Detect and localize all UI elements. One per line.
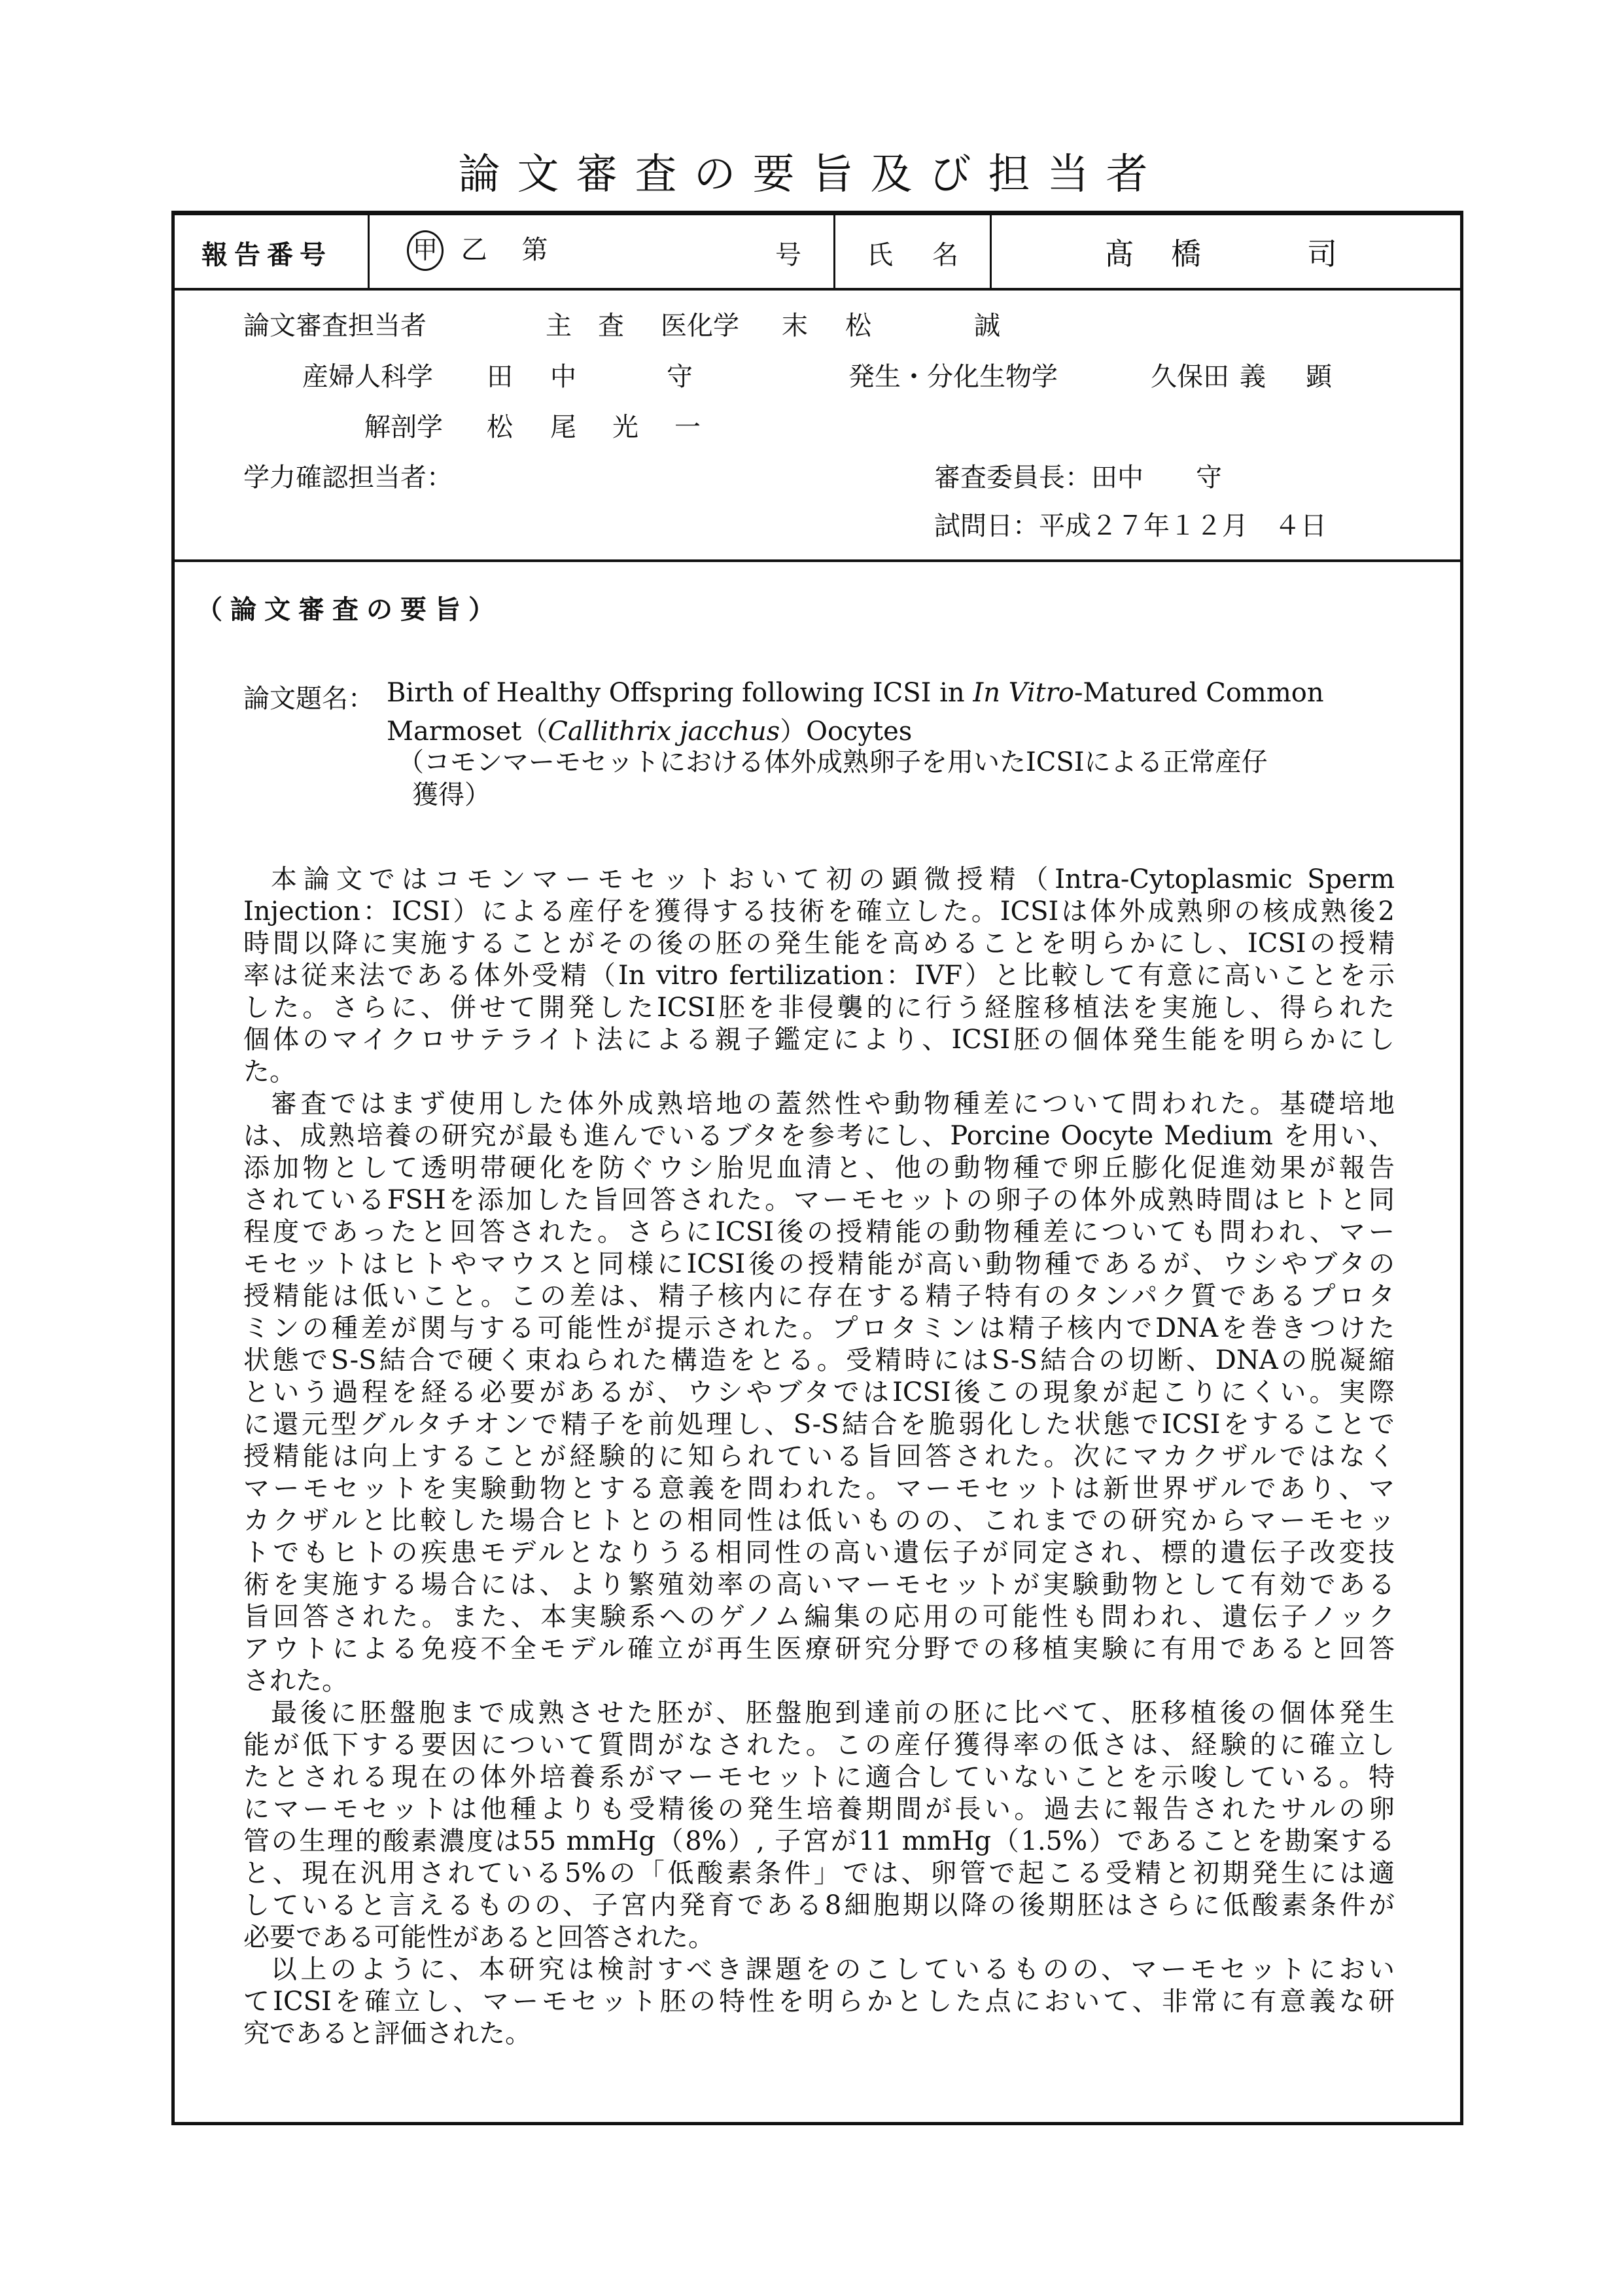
name-3: 司	[1307, 236, 1337, 272]
summary-paragraph-line: された。	[243, 1666, 348, 1696]
examiner-name: 松	[487, 412, 513, 442]
page-title: 論文審査の要旨及び担当者	[458, 150, 1165, 199]
summary-paragraph-line: 管の生理的酸素濃度は55 mmHg（8%）, 子宮が11 mmHg（1.5%）であることを勘案する	[243, 1826, 1395, 1856]
summary-heading: （論文審査の要旨）	[196, 594, 502, 625]
summary-paragraph-line: 添加物として透明帯硬化を防ぐウシ胎児血清と、他の動物種で卵丘膨化促進効果が報告	[243, 1153, 1395, 1183]
summary-paragraph-line: 授精能は低いこと。この差は、精子核内に存在する精子特有のタンパク質であるプロタ	[243, 1281, 1395, 1311]
chief-dept: 医化学	[661, 311, 739, 341]
examiner-name: 尾	[550, 412, 576, 442]
summary-paragraph-line: 最後に胚盤胞まで成熟させた胚が、胚盤胞到達前の胚に比べて、胚移植後の個体発生	[271, 1698, 1395, 1728]
column-divider	[368, 211, 370, 289]
examiner-name: 光	[612, 412, 638, 442]
exam-date: 試問日：平成２７年１２月 ４日	[934, 511, 1327, 541]
examiner-name: 顕	[1306, 362, 1332, 392]
summary-paragraph-line: していると言えるものの、子宮内発育である8細胞期以降の後期胚はさらに低酸素条件が	[243, 1890, 1395, 1920]
summary-paragraph-line: 能が低下する要因について質問がなされた。この産仔獲得率の低さは、経験的に確立し	[243, 1730, 1395, 1760]
examiner-name: 守	[667, 362, 693, 392]
examiner-name: 義	[1240, 362, 1266, 392]
paper-title-ja-line2: 獲得）	[412, 780, 491, 810]
summary-paragraph-line: マーモセットを実験動物とする意義を問われた。マーモセットは新世界ザルであり、マ	[243, 1474, 1395, 1504]
summary-paragraph-line: 本論文ではコモンマーモセットおいて初の顕微授精（Intra-Cytoplasmic Sperm	[271, 864, 1395, 894]
summary-paragraph-line: た。	[243, 1057, 296, 1087]
examiner-name: 田	[487, 362, 513, 392]
summary-paragraph-line: Injection：ICSI）による産仔を獲得する技術を確立した。ICSIは体外成熟卵の核成熟後2	[243, 896, 1395, 927]
summary-paragraph-line: 授精能は向上することが経験的に知られている旨回答された。次にマカクザルではなく	[243, 1441, 1395, 1472]
summary-paragraph-line: 術を実施する場合には、より繁殖効率の高いマーモセットが実験動物として有効である	[243, 1570, 1395, 1600]
summary-paragraph-line: 必要である可能性があると回答された。	[243, 1922, 714, 1952]
examiner-dept: 解剖学	[364, 412, 443, 442]
chief-name: 誠	[974, 311, 1000, 341]
summary-paragraph-line: カクザルと比較した場合ヒトとの相同性は低いものの、これまでの研究からマーモセッ	[243, 1506, 1395, 1536]
academic-examiner-label: 学力確認担当者：	[243, 463, 453, 493]
report-type	[407, 229, 548, 271]
summary-paragraph-line: 究であると評価された。	[243, 2019, 531, 2049]
summary-paragraph-line: に還元型グルタチオンで精子を前処理し、S-S結合を脆弱化した状態でICSIをすることで	[243, 1409, 1395, 1439]
header-divider	[171, 288, 1463, 291]
paper-title-en-line2: Marmoset（Callithrix jacchus）Oocytes	[387, 716, 913, 747]
summary-paragraph-line: した。さらに、併せて開発したICSI胚を非侵襲的に行う経腟移植法を実施し、得られた	[243, 993, 1395, 1023]
name-label-2: 名	[932, 240, 958, 270]
chief-name: 末	[782, 311, 808, 341]
summary-paragraph-line: されているFSHを添加した旨回答された。マーモセットの卵子の体外成熟時間はヒトと同	[243, 1185, 1395, 1215]
summary-paragraph-line: モセットはヒトやマウスと同様にICSI後の授精能が高い動物種であるが、ウシやブタの	[243, 1249, 1395, 1279]
examiner-name: 久保田	[1151, 362, 1229, 392]
name-2: 橋	[1171, 236, 1201, 272]
summary-paragraph-line: は、成熟培養の研究が最も進んでいるブタを参考にし、Porcine Oocyte Medium を用い、	[243, 1121, 1395, 1151]
kou-circled: 甲	[407, 230, 444, 271]
summary-paragraph-line: 状態でS-S結合で硬く束ねられた構造をとる。受精時にはS-S結合の切断、DNAの脱凝縮	[243, 1345, 1395, 1375]
summary-paragraph-line: アウトによる免疫不全モデル確立が再生医療研究分野での移植実験に有用であると回答	[243, 1634, 1395, 1664]
committee-chair: 審査委員長：田中 守	[934, 463, 1222, 493]
summary-paragraph-line: ミンの種差が関与する可能性が提示された。プロタミンは精子核内でDNAを巻きつけた	[243, 1313, 1395, 1343]
summary-paragraph-line: にマーモセットは他種よりも受精後の発生培養期間が長い。過去に報告されたサルの卵	[243, 1794, 1395, 1824]
examiner-dept: 発生・分化生物学	[848, 362, 1058, 392]
paper-title-en-line1: Birth of Healthy Offspring following ICSI in In Vitro-Matured Common	[387, 678, 1324, 708]
examiners-label: 論文審査担当者	[243, 311, 427, 341]
summary-paragraph-line: と、現在汎用されている5%の「低酸素条件」では、卵管で起こる受精と初期発生には適	[243, 1858, 1395, 1888]
summary-paragraph-line: 旨回答された。また、本実験系へのゲノム編集の応用の可能性も問われ、遺伝子ノック	[243, 1602, 1395, 1632]
summary-paragraph-line: てICSIを確立し、マーモセット胚の特性を明らかとした点において、非常に有意義な研	[243, 1987, 1395, 2017]
summary-paragraph-line: 率は従来法である体外受精（In vitro fertilization：IVF）と比較して有意に高いことを示	[243, 961, 1395, 991]
summary-paragraph-line: 以上のように、本研究は検討すべき課題をのこしているものの、マーモセットにおい	[271, 1954, 1395, 1985]
column-divider	[833, 211, 835, 289]
summary-paragraph-line: たとされる現在の体外培養系がマーモセットに適合していないことを示唆している。特	[243, 1762, 1395, 1792]
column-divider	[990, 211, 992, 289]
examiners-divider	[171, 559, 1463, 562]
examiner-name: 一	[674, 412, 701, 442]
summary-paragraph-line: 個体のマイクロサテライト法による親子鑑定により、ICSI胚の個体発生能を明らかにし	[243, 1025, 1395, 1055]
chief-name: 松	[845, 311, 871, 341]
gou-label: 号	[775, 240, 801, 270]
dai-label: 第	[521, 235, 548, 265]
paper-title-ja-line1: （コモンマーモセットにおける体外成熟卵子を用いたICSIによる正常産仔	[398, 747, 1268, 777]
examiner-name: 中	[550, 362, 576, 392]
summary-paragraph-line: という過程を経る必要があるが、ウシやブタではICSI後この現象が起こりにくい。実際	[243, 1377, 1395, 1407]
summary-paragraph-line: 程度であったと回答された。さらにICSI後の授精能の動物種差についても問われ、マー	[243, 1217, 1395, 1247]
name-label-1: 氏	[867, 240, 893, 270]
summary-paragraph-line: 時間以降に実施することがその後の胚の発生能を高めることを明らかにし、ICSIの授精	[243, 928, 1395, 959]
summary-paragraph-line: トでもヒトの疾患モデルとなりうる相同性の高い遺伝子が同定され、標的遺伝子改変技	[243, 1538, 1395, 1568]
paper-title-label: 論文題名：	[243, 684, 374, 714]
summary-paragraph-line: 審査ではまず使用した体外成熟培地の蓋然性や動物種差について問われた。基礎培地	[271, 1089, 1395, 1119]
report-number-label: 報告番号	[201, 239, 332, 270]
examiner-dept: 産婦人科学	[302, 362, 433, 392]
otsu-label: 乙	[461, 235, 487, 265]
name-1: 髙	[1104, 236, 1134, 272]
chief-label: 主 査	[546, 311, 624, 341]
